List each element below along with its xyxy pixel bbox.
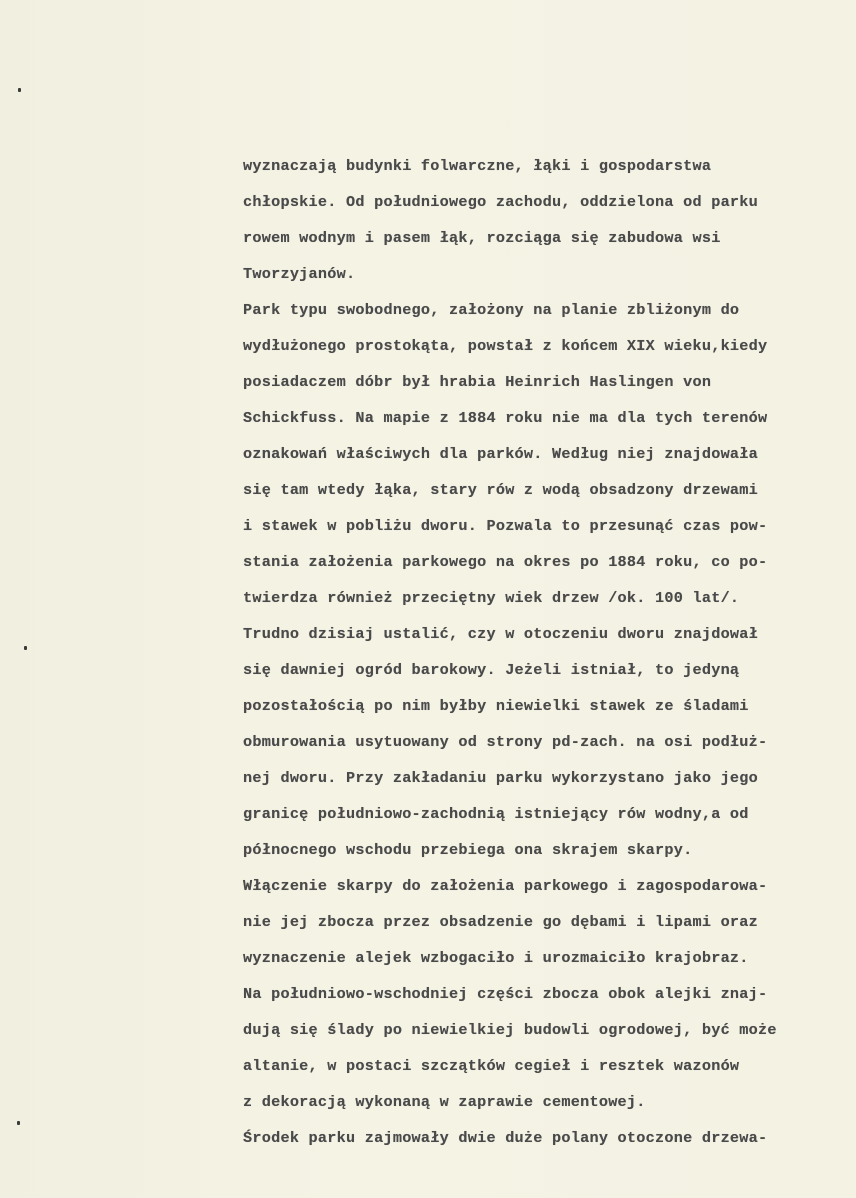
text-line: nej dworu. Przy zakładaniu parku wykorzystano jako jego bbox=[243, 769, 759, 787]
text-line: obmurowania usytuowany od strony pd-zach. na osi podłuż- bbox=[243, 733, 768, 751]
text-line: nie jej zbocza przez obsadzenie go dębami i lipami oraz bbox=[243, 913, 759, 931]
text-line: Park typu swobodnego, założony na planie zbliżonym do bbox=[243, 301, 740, 319]
text-line: północnego wschodu przebiega ona skrajem skarpy. bbox=[243, 841, 693, 859]
text-line: rowem wodnym i pasem łąk, rozciąga się zabudowa wsi bbox=[243, 229, 721, 247]
text-line: altanie, w postaci szczątków cegieł i resztek wazonów bbox=[243, 1057, 740, 1075]
text-line: twierdza również przeciętny wiek drzew /ok. 100 lat/. bbox=[243, 589, 740, 607]
text-line: wyznaczają budynki folwarczne, łąki i gospodarstwa bbox=[243, 157, 712, 175]
text-line: Środek parku zajmowały dwie duże polany otoczone drzewa- bbox=[243, 1129, 768, 1147]
text-line: Na południowo-wschodniej części zbocza obok alejki znaj- bbox=[243, 985, 768, 1003]
text-line: oznakowań właściwych dla parków. Według niej znajdowała bbox=[243, 445, 759, 463]
paper-speck-bottom bbox=[17, 1121, 20, 1125]
text-line: z dekoracją wykonaną w zaprawie cementowej. bbox=[243, 1093, 646, 1111]
text-line: pozostałością po nim byłby niewielki stawek ze śladami bbox=[243, 697, 749, 715]
text-line: posiadaczem dóbr był hrabia Heinrich Haslingen von bbox=[243, 373, 712, 391]
text-line: wydłużonego prostokąta, powstał z końcem XIX wieku,kiedy bbox=[243, 337, 768, 355]
text-line: się tam wtedy łąka, stary rów z wodą obsadzony drzewami bbox=[243, 481, 759, 499]
text-line: Włączenie skarpy do założenia parkowego i zagospodarowa- bbox=[243, 877, 768, 895]
text-line: się dawniej ogród barokowy. Jeżeli istniał, to jedyną bbox=[243, 661, 740, 679]
text-line: wyznaczenie alejek wzbogaciło i urozmaiciło krajobraz. bbox=[243, 949, 749, 967]
text-line: granicę południowo-zachodnią istniejący rów wodny,a od bbox=[243, 805, 749, 823]
text-line: chłopskie. Od południowego zachodu, oddzielona od parku bbox=[243, 193, 759, 211]
text-line: Tworzyjanów. bbox=[243, 265, 356, 283]
paper-speck-top bbox=[18, 88, 21, 92]
text-line: Trudno dzisiaj ustalić, czy w otoczeniu dworu znajdował bbox=[243, 625, 759, 643]
text-line: dują się ślady po niewielkiej budowli ogrodowej, być może bbox=[243, 1021, 777, 1039]
text-line: i stawek w pobliżu dworu. Pozwala to przesunąć czas pow- bbox=[243, 517, 768, 535]
text-line: stania założenia parkowego na okres po 1884 roku, co po- bbox=[243, 553, 768, 571]
text-line: Schickfuss. Na mapie z 1884 roku nie ma dla tych terenów bbox=[243, 409, 768, 427]
paper-speck-middle bbox=[24, 646, 27, 650]
